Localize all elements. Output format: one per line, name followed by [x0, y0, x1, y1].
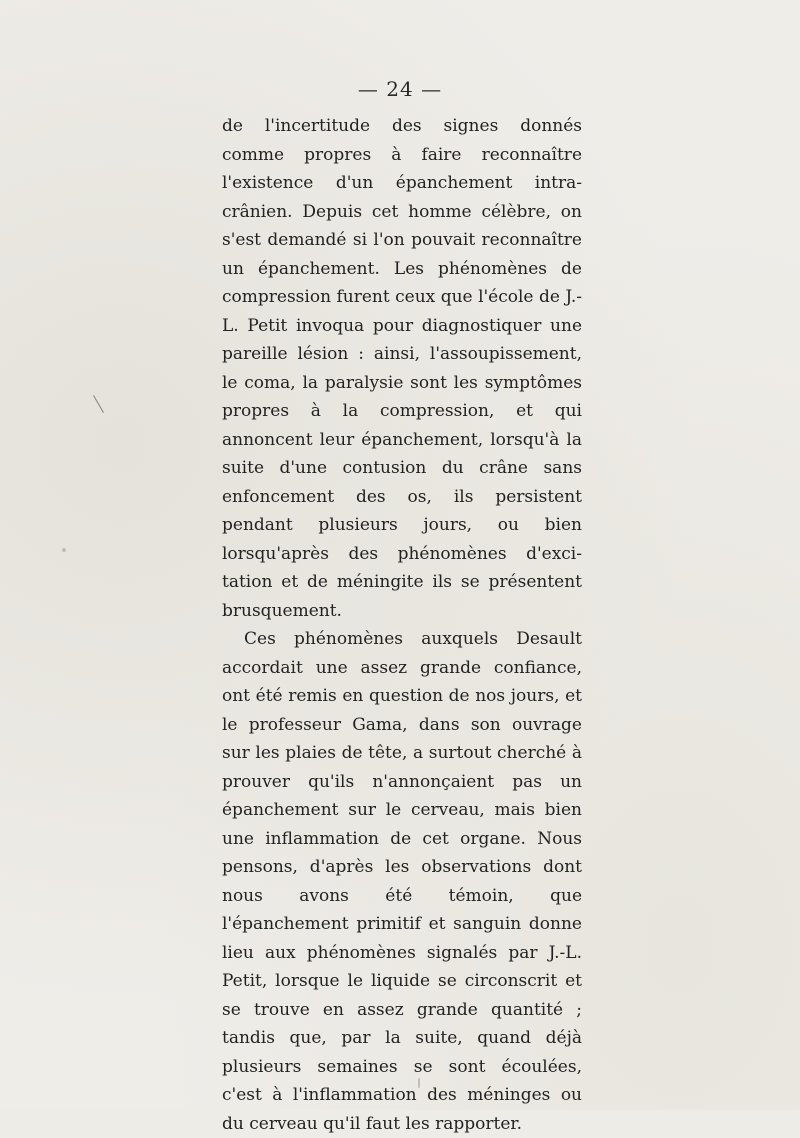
body-text — [222, 112, 582, 1138]
margin-pencil-mark — [93, 395, 104, 413]
paragraph-1: de l'incertitude des signes donnés comme propres à faire reconnaître l'existence d'un épanchement intra-crânien. Depuis cet homme célèbre, on s'est demandé si l'on pouvait reconnaître un épanchement. Les phénomènes de compression furent ceux que l'école de J.-L. Petit invoqua pour diagnostiquer une pareille lésion : ainsi, l'assoupissement, le coma, la paralysie sont les symptômes propres à la compression, et qui annoncent leur épanchement, lorsqu'à la suite d'une contusion du crâne sans enfoncement des os, ils persistent pendant plusieurs jours, ou bien lorsqu'après des phénomènes d'excitation et de méningite ils se présentent brusquement. — [222, 116, 582, 621]
paragraph-2: Ces phénomènes auxquels Desault accordait une assez grande confiance, ont été remis en question de nos jours, et le professeur Gama, dans son ouvrage sur les plaies de tête, a surtout cherché à prouver qu'ils n'annonçaient pas un épanchement sur le cerveau, mais bien une inflammation de cet organe. Nous pensons, d'après les observations dont nous avons été témoin, que l'épanchement primitif et sanguin donne lieu aux phénomènes signalés par J.-L. Petit, lorsque le liquide se circonscrit et se trouve en assez grande quantité ; tandis que, par la suite, quand déjà plusieurs semaines se sont écoulées, c'est à l'inflammation des méninges ou du cerveau qu'il faut les rapporter. — [222, 629, 582, 1134]
page-number: — 24 — — [357, 77, 443, 101]
paper-speck — [62, 548, 66, 552]
